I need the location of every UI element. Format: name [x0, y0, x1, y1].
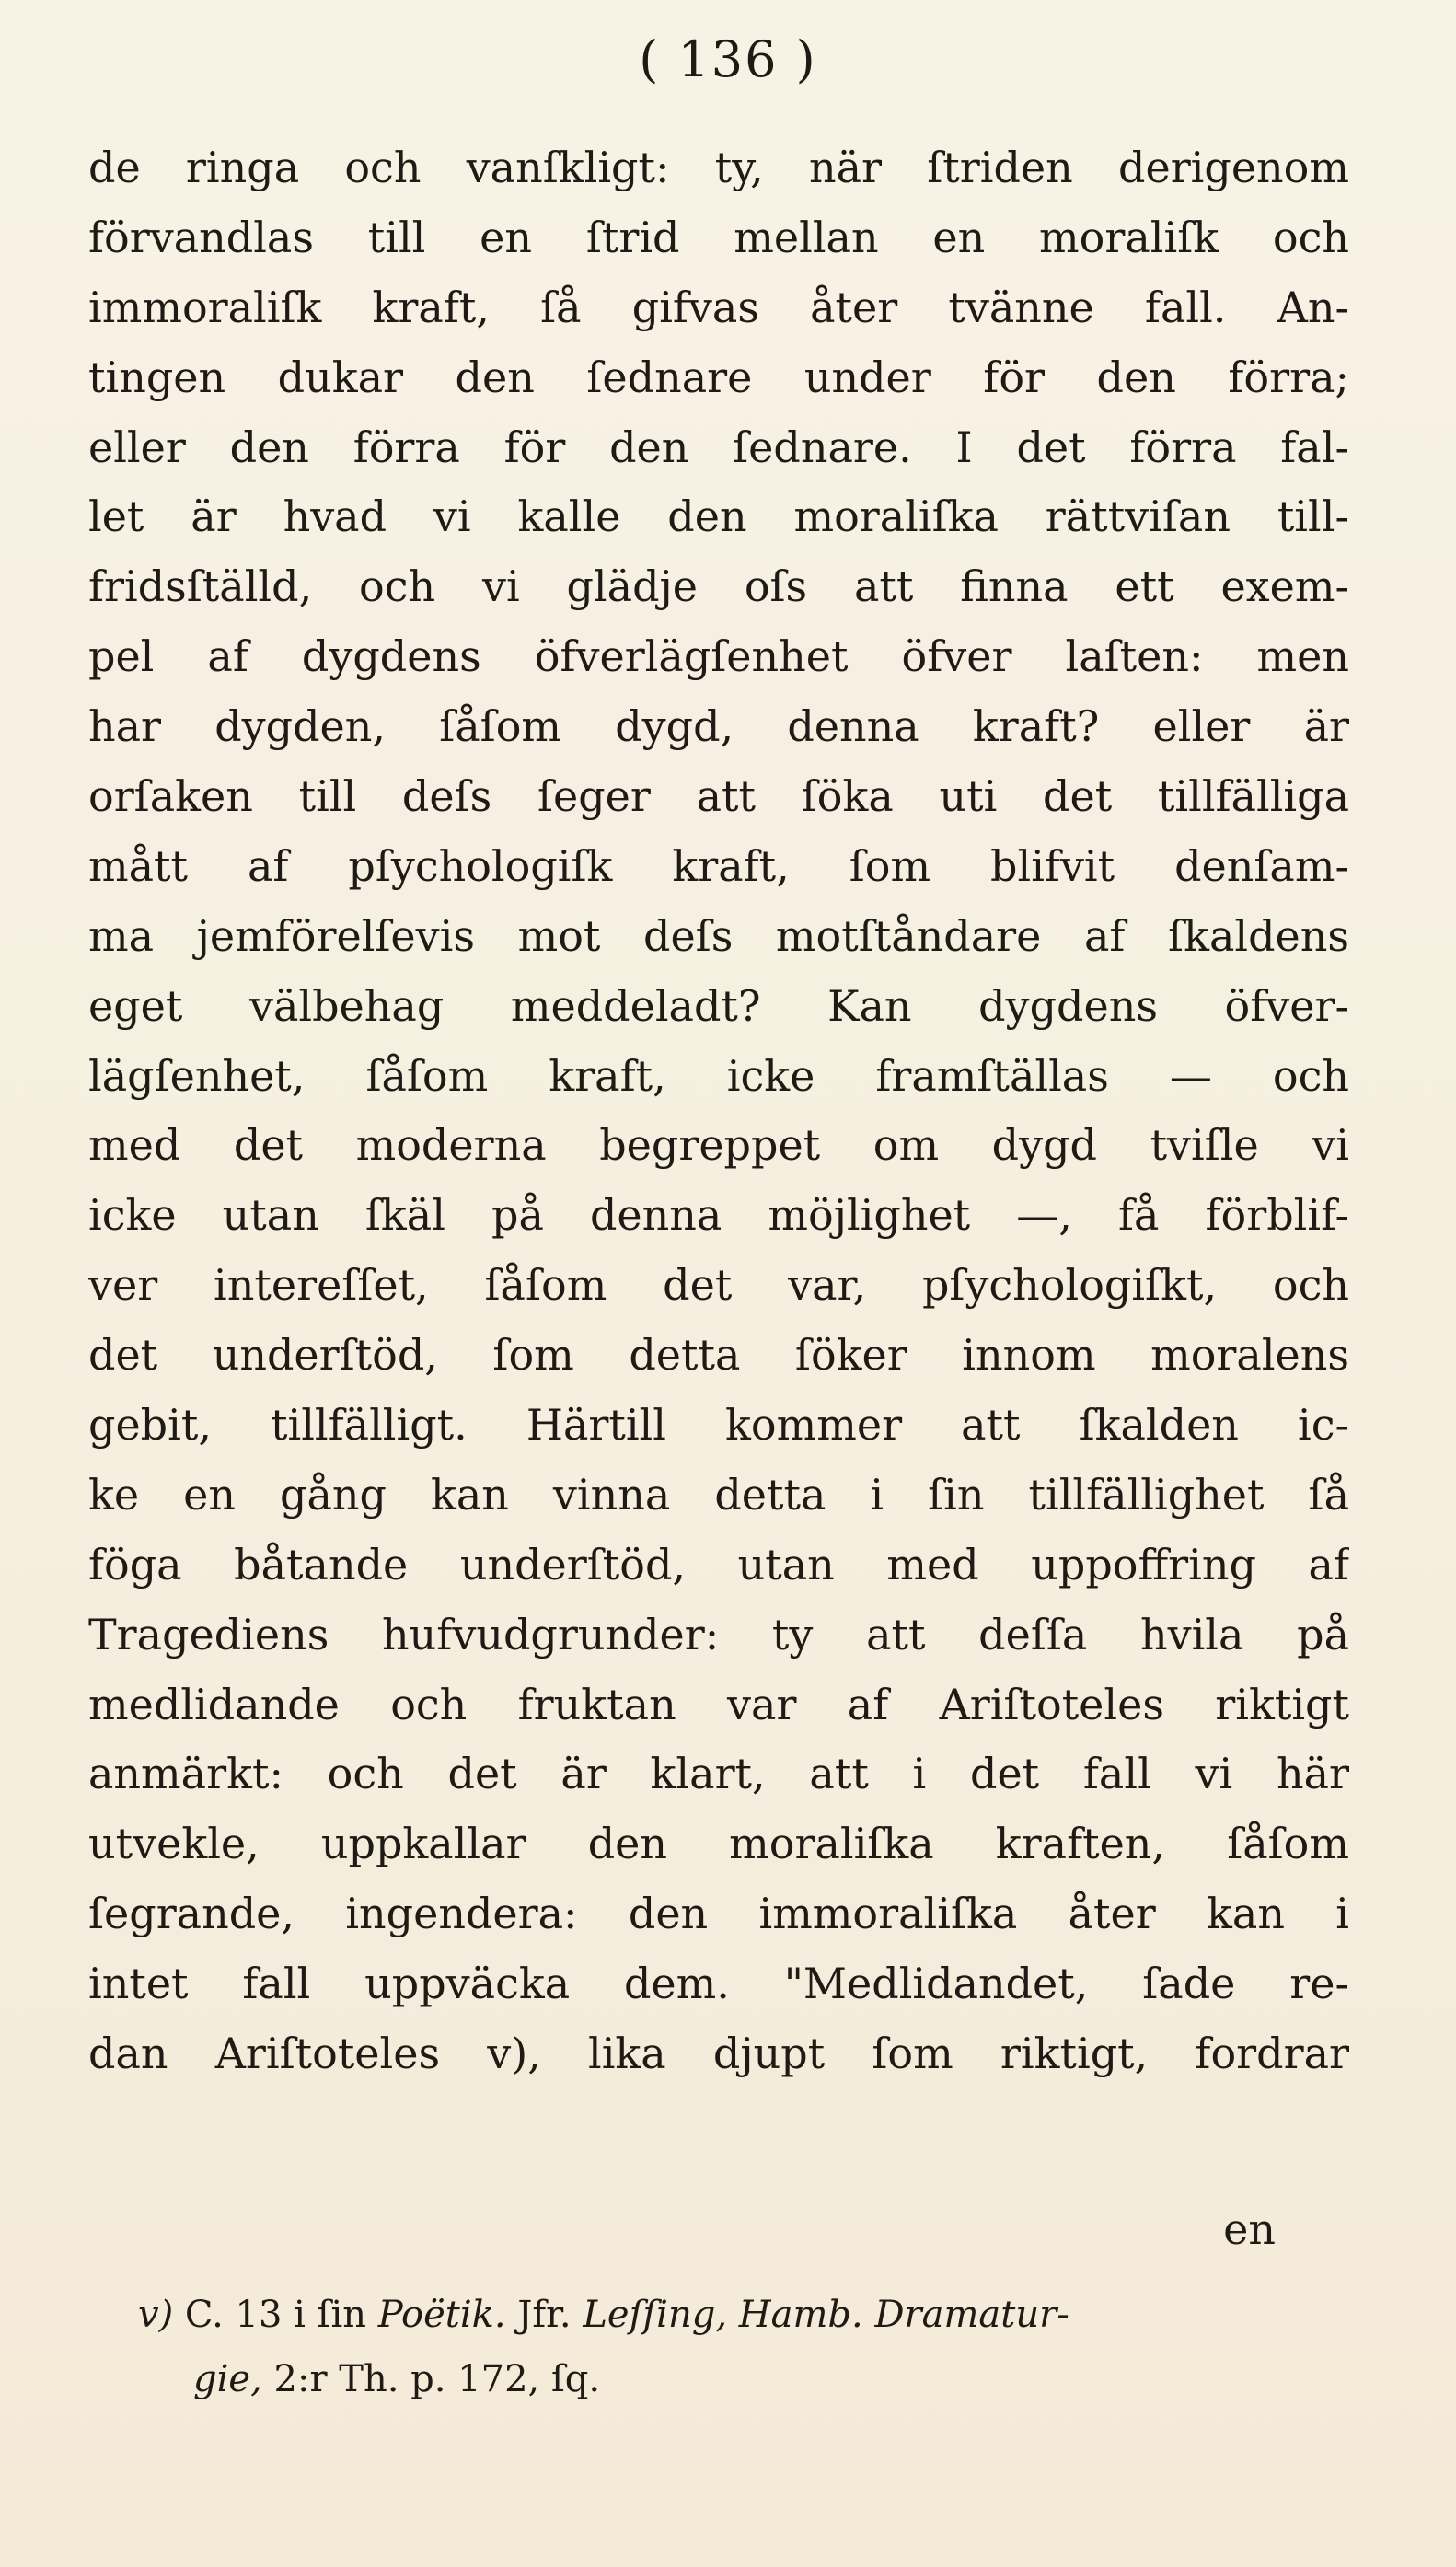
text-line: föga båtande underſtöd, utan med uppoffring af: [88, 1539, 1349, 1590]
text-line: ſegrande, ingendera: den immoraliſka åter kan i: [88, 1889, 1349, 1939]
text-line: ma jemförelſevis mot deſs motſtåndare af ſkaldens: [88, 910, 1349, 961]
footnote-marker: v): [138, 2294, 174, 2336]
text-line: mått af pſychologiſk kraft, ſom blifvit denſam-: [88, 840, 1349, 891]
text-line: tingen dukar den ſednare under för den förra;: [88, 352, 1349, 402]
footnote-author: Leſſing,: [583, 2294, 728, 2336]
footnote-jfr: Jfr.: [517, 2294, 572, 2336]
text-line: förvandlas till en ſtrid mellan en moraliſk och: [88, 212, 1349, 262]
text-line: pel af dygdens öfverlägſenhet öfver laſten: men: [88, 631, 1349, 682]
footnote-rest: 2:r Th. p. 172, ſq.: [273, 2358, 601, 2400]
footnote-work-title: Poëtik.: [377, 2294, 506, 2336]
footnote-work-title-2-cont: gie,: [193, 2358, 262, 2400]
text-line: ke en gång kan vinna detta i ſin tillfällighet ſå: [88, 1469, 1349, 1520]
text-line: anmärkt: och det är klart, att i det fall vi här: [88, 1749, 1349, 1799]
text-line: de ringa och vanſkligt: ty, när ſtriden derigenom: [88, 143, 1349, 192]
text-line: let är hvad vi kalle den moraliſka rättviſan till-: [88, 491, 1349, 542]
text-line: har dygden, ſåſom dygd, denna kraft? eller är: [88, 701, 1349, 752]
text-line: det underſtöd, ſom detta ſöker innom moralens: [88, 1330, 1349, 1381]
text-line: eget välbehag meddeladt? Kan dygdens öfver-: [88, 980, 1349, 1031]
text-line: intet fall uppväcka dem. "Medlidandet, ſade re-: [88, 1959, 1349, 2009]
footnote-line: [138, 2283, 1335, 2347]
text-line: med det moderna begreppet om dygd tviſle vi: [88, 1120, 1349, 1171]
text-line: orſaken till deſs ſeger att ſöka uti det tillfälliga: [88, 771, 1349, 822]
text-line: ver intereſſet, ſåſom det var, pſychologiſkt, och: [88, 1260, 1349, 1311]
catchword: en: [1223, 2204, 1276, 2254]
text-line: eller den förra för den ſednare. I det förra fal-: [88, 422, 1349, 472]
footnote: [138, 2283, 1335, 2411]
body-text: [88, 133, 1349, 2089]
text-line: immoraliſk kraft, ſå gifvas åter tvänne fall. An-: [88, 282, 1349, 332]
text-line: Tragediens hufvudgrunder: ty att deſſa hvila på: [88, 1609, 1349, 1659]
text-line: fridsſtälld, och vi glädje oſs att finna ett exem-: [88, 561, 1349, 612]
footnote-work-title-2: Hamb. Dramatur-: [738, 2294, 1069, 2336]
text-line: utvekle, uppkallar den moraliſka kraften, ſåſom: [88, 1819, 1349, 1869]
text-line: lägſenhet, ſåſom kraft, icke framſtällas — och: [88, 1050, 1349, 1101]
footnote-ref: C. 13 i ſin: [184, 2294, 367, 2336]
text-line: medlidande och fruktan var af Ariſtoteles riktigt: [88, 1679, 1349, 1729]
text-line: dan Ariſtoteles v), lika djupt ſom riktigt, fordrar: [88, 2029, 1349, 2079]
page-number: ( 136 ): [639, 30, 817, 88]
text-line: gebit, tillfälligt. Härtill kommer att ſkalden ic-: [88, 1400, 1349, 1451]
footnote-line: [138, 2347, 1335, 2411]
text-line: icke utan ſkäl på denna möjlighet —, få förblif-: [88, 1190, 1349, 1241]
